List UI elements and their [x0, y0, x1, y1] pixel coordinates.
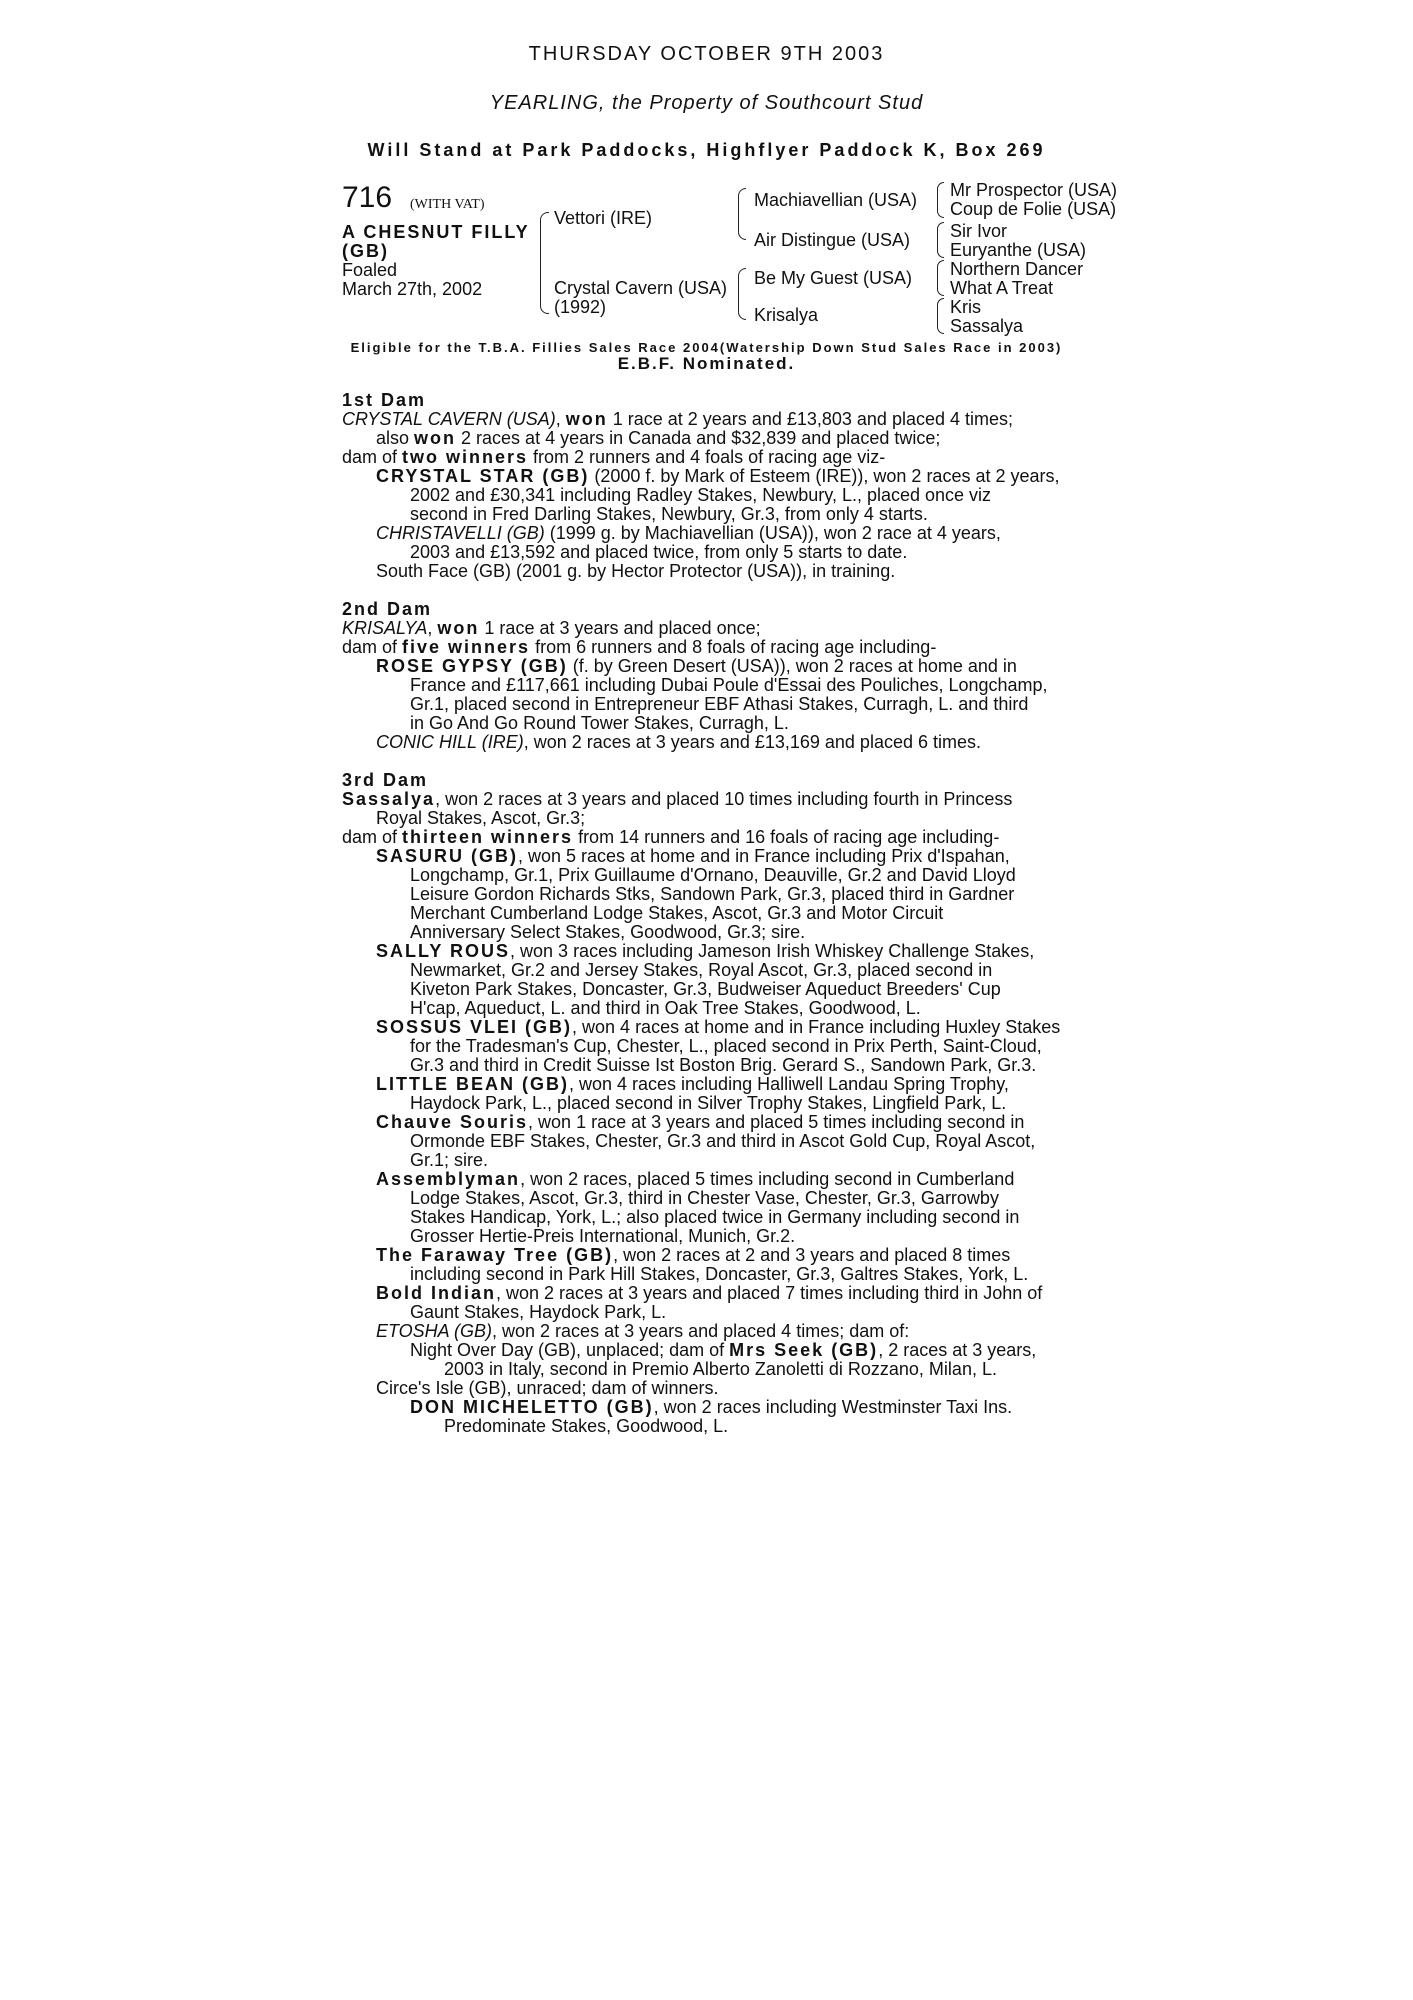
- dam-record: Royal Stakes, Ascot, Gr.3;: [376, 808, 586, 828]
- progeny-entry: LITTLE BEAN (GB), won 4 races including Halliwell Landau Spring Trophy,: [376, 1074, 1009, 1094]
- progeny-entry-line: second in Fred Darling Stakes, Newbury, Gr.3, from only 4 starts.: [410, 504, 928, 524]
- progeny-sub-entry-line: Predominate Stakes, Goodwood, L.: [444, 1416, 729, 1436]
- progeny-entry-line: Gr.1; sire.: [410, 1150, 489, 1170]
- progeny-entry: Circe's Isle (GB), unraced; dam of winners.: [376, 1378, 719, 1398]
- progeny-entry: CRYSTAL STAR (GB) (2000 f. by Mark of Esteem (IRE)), won 2 races at 2 years,: [376, 466, 1060, 486]
- stabling-location: Will Stand at Park Paddocks, Highflyer Paddock K, Box 269: [367, 140, 1046, 160]
- progeny-entry: Assemblyman, won 2 races, placed 5 times including second in Cumberland: [376, 1169, 1015, 1189]
- pedigree-dam-year: (1992): [554, 297, 607, 317]
- progeny-name: SASURU (GB): [376, 846, 518, 866]
- pedigree-brace: [937, 260, 944, 296]
- ebf-nomination: E.B.F. Nominated.: [617, 354, 796, 373]
- progeny-entry-line: 2003 and £13,592 and placed twice, from only 5 starts to date.: [410, 542, 908, 562]
- progeny-sub-entry: Night Over Day (GB), unplaced; dam of Mrs Seek (GB), 2 races at 3 years,: [410, 1340, 1037, 1360]
- pedigree-sire-dam: Air Distingue (USA): [754, 230, 911, 250]
- lot-number: 716: [342, 181, 393, 214]
- progeny-sub-entry: DON MICHELETTO (GB), won 2 races including Westminster Taxi Ins.: [410, 1397, 1013, 1417]
- dam-record: Sassalya, won 2 races at 3 years and placed 10 times including fourth in Princess: [342, 789, 1013, 809]
- progeny-entry-line: including second in Park Hill Stakes, Doncaster, Gr.3, Galtres Stakes, York, L.: [410, 1264, 1029, 1284]
- progeny-entry: SALLY ROUS, won 3 races including Jameson Irish Whiskey Challenge Stakes,: [376, 941, 1035, 961]
- pedigree-g1: Mr Prospector (USA): [950, 180, 1118, 200]
- foaled-date: March 27th, 2002: [342, 279, 483, 299]
- progeny-entry-line: for the Tradesman's Cup, Chester, L., placed second in Prix Perth, Saint-Cloud,: [410, 1036, 1042, 1056]
- progeny-entry-line: Ormonde EBF Stakes, Chester, Gr.3 and third in Ascot Gold Cup, Royal Ascot,: [410, 1131, 1036, 1151]
- section-heading: 3rd Dam: [342, 770, 429, 790]
- pedigree-g3: Sir Ivor: [950, 221, 1008, 241]
- sales-race-eligibility: Eligible for the T.B.A. Fillies Sales Race 2004(Watership Down Stud Sales Race in 2003): [350, 340, 1063, 355]
- pedigree-g7: Kris: [950, 297, 981, 317]
- pedigree-g2: Coup de Folie (USA): [950, 199, 1117, 219]
- progeny-entry: SASURU (GB), won 5 races at home and in France including Prix d'Ispahan,: [376, 846, 1010, 866]
- dam-name: CRYSTAL CAVERN (USA): [342, 409, 556, 429]
- progeny-entry-line: Gaunt Stakes, Haydock Park, L.: [410, 1302, 667, 1322]
- progeny-name: SOSSUS VLEI (GB): [376, 1017, 573, 1037]
- pedigree-sire-sire: Machiavellian (USA): [754, 190, 918, 210]
- progeny-name: Bold Indian: [376, 1283, 496, 1303]
- dam-summary: dam of five winners from 6 runners and 8 foals of racing age including-: [342, 637, 937, 657]
- foaled-label: Foaled: [342, 260, 398, 280]
- progeny-entry: ROSE GYPSY (GB) (f. by Green Desert (USA)), won 2 races at home and in: [376, 656, 1017, 676]
- lot-subtitle: YEARLING, the Property of Southcourt Stud: [489, 92, 924, 114]
- progeny-name: CHRISTAVELLI (GB): [376, 523, 545, 543]
- progeny-entry-line: Gr.1, placed second in Entrepreneur EBF Athasi Stakes, Curragh, L. and third: [410, 694, 1029, 714]
- progeny-entry-line: 2002 and £30,341 including Radley Stakes, Newbury, L., placed once viz: [410, 485, 992, 505]
- progeny-entry-line: Stakes Handicap, York, L.; also placed twice in Germany including second in: [410, 1207, 1020, 1227]
- pedigree-g4: Euryanthe (USA): [950, 240, 1087, 260]
- progeny-entry-line: Kiveton Park Stakes, Doncaster, Gr.3, Budweiser Aqueduct Breeders' Cup: [410, 979, 1001, 999]
- dam-name: Sassalya: [342, 789, 436, 809]
- pedigree-g6: What A Treat: [950, 278, 1054, 298]
- pedigree-dam-sire: Be My Guest (USA): [754, 268, 913, 288]
- progeny-entry: CONIC HILL (IRE), won 2 races at 3 years and £13,169 and placed 6 times.: [376, 732, 981, 752]
- progeny-name: ETOSHA (GB): [376, 1321, 493, 1341]
- pedigree-dam-dam: Krisalya: [754, 305, 819, 325]
- progeny-entry-line: Longchamp, Gr.1, Prix Guillaume d'Ornano, Deauville, Gr.2 and David Lloyd: [410, 865, 1016, 885]
- progeny-entry-line: Merchant Cumberland Lodge Stakes, Ascot, Gr.3 and Motor Circuit: [410, 903, 944, 923]
- pedigree-g8: Sassalya: [950, 316, 1024, 336]
- pedigree-brace: [937, 222, 944, 258]
- progeny-entry: SOSSUS VLEI (GB), won 4 races at home and in France including Huxley Stakes: [376, 1017, 1061, 1037]
- dam-summary: dam of thirteen winners from 14 runners and 16 foals of racing age including-: [342, 827, 1000, 847]
- progeny-entry-line: in Go And Go Round Tower Stakes, Curragh, L.: [410, 713, 789, 733]
- progeny-entry: ETOSHA (GB), won 2 races at 3 years and placed 4 times; dam of:: [376, 1321, 910, 1341]
- progeny-name: CRYSTAL STAR (GB): [376, 466, 590, 486]
- pedigree-brace: [937, 182, 944, 218]
- pedigree-brace: [937, 298, 944, 334]
- progeny-sub-entry-line: 2003 in Italy, second in Premio Alberto Zanoletti di Rozzano, Milan, L.: [444, 1359, 997, 1379]
- progeny-entry: Chauve Souris, won 1 race at 3 years and placed 5 times including second in: [376, 1112, 1025, 1132]
- dam-name: KRISALYA: [342, 618, 428, 638]
- dam-record: also won 2 races at 4 years in Canada and $32,839 and placed twice;: [376, 428, 941, 448]
- pedigree-sire: Vettori (IRE): [554, 208, 653, 228]
- progeny-entry-line: Haydock Park, L., placed second in Silver Trophy Stakes, Lingfield Park, L.: [410, 1093, 1007, 1113]
- pedigree-brace: [540, 212, 549, 314]
- progeny-name: Assemblyman: [376, 1169, 521, 1189]
- progeny-entry: South Face (GB) (2001 g. by Hector Protector (USA)), in training.: [376, 561, 896, 581]
- progeny-entry-line: France and £117,661 including Dubai Poule d'Essai des Pouliches, Longchamp,: [410, 675, 1048, 695]
- section-heading: 2nd Dam: [342, 599, 433, 619]
- progeny-entry-line: Lodge Stakes, Ascot, Gr.3, third in Chester Vase, Chester, Gr.3, Garrowby: [410, 1188, 999, 1208]
- progeny-entry-line: H'cap, Aqueduct, L. and third in Oak Tree Stakes, Goodwood, L.: [410, 998, 921, 1018]
- progeny-name: ROSE GYPSY (GB): [376, 656, 568, 676]
- progeny-entry-line: Gr.3 and third in Credit Suisse Ist Boston Brig. Gerard S., Sandown Park, Gr.3.: [410, 1055, 1037, 1075]
- pedigree-dam: Crystal Cavern (USA): [554, 278, 728, 298]
- lot-description: A CHESNUT FILLY: [342, 222, 530, 242]
- progeny-name: CONIC HILL (IRE): [376, 732, 524, 752]
- progeny-name: Chauve Souris: [376, 1112, 529, 1132]
- dam-summary: dam of two winners from 2 runners and 4 foals of racing age viz-: [342, 447, 886, 467]
- lot-description-country: (GB): [342, 241, 389, 261]
- progeny-entry-line: Anniversary Select Stakes, Goodwood, Gr.3; sire.: [410, 922, 806, 942]
- pedigree-brace: [738, 268, 746, 320]
- sale-date: THURSDAY OCTOBER 9TH 2003: [528, 43, 885, 65]
- progeny-entry-line: Newmarket, Gr.2 and Jersey Stakes, Royal Ascot, Gr.3, placed second in: [410, 960, 993, 980]
- progeny-entry: Bold Indian, won 2 races at 3 years and placed 7 times including third in John of: [376, 1283, 1043, 1303]
- progeny-name: The Faraway Tree (GB): [376, 1245, 614, 1265]
- progeny-entry-line: Grosser Hertie-Preis International, Munich, Gr.2.: [410, 1226, 796, 1246]
- progeny-name: DON MICHELETTO (GB): [410, 1397, 654, 1417]
- dam-record: KRISALYA, won 1 race at 3 years and placed once;: [342, 618, 761, 638]
- progeny-name: LITTLE BEAN (GB): [376, 1074, 569, 1094]
- progeny-name: SALLY ROUS: [376, 941, 511, 961]
- pedigree-g5: Northern Dancer: [950, 259, 1084, 279]
- progeny-entry-line: Leisure Gordon Richards Stks, Sandown Park, Gr.3, placed third in Gardner: [410, 884, 1015, 904]
- progeny-entry: The Faraway Tree (GB), won 2 races at 2 and 3 years and placed 8 times: [376, 1245, 1011, 1265]
- vat-note: (WITH VAT): [410, 197, 485, 212]
- section-heading: 1st Dam: [342, 390, 427, 410]
- pedigree-brace: [738, 188, 746, 240]
- progeny-entry: CHRISTAVELLI (GB) (1999 g. by Machiavellian (USA)), won 2 race at 4 years,: [376, 523, 1001, 543]
- dam-record: CRYSTAL CAVERN (USA), won 1 race at 2 years and £13,803 and placed 4 times;: [342, 409, 1013, 429]
